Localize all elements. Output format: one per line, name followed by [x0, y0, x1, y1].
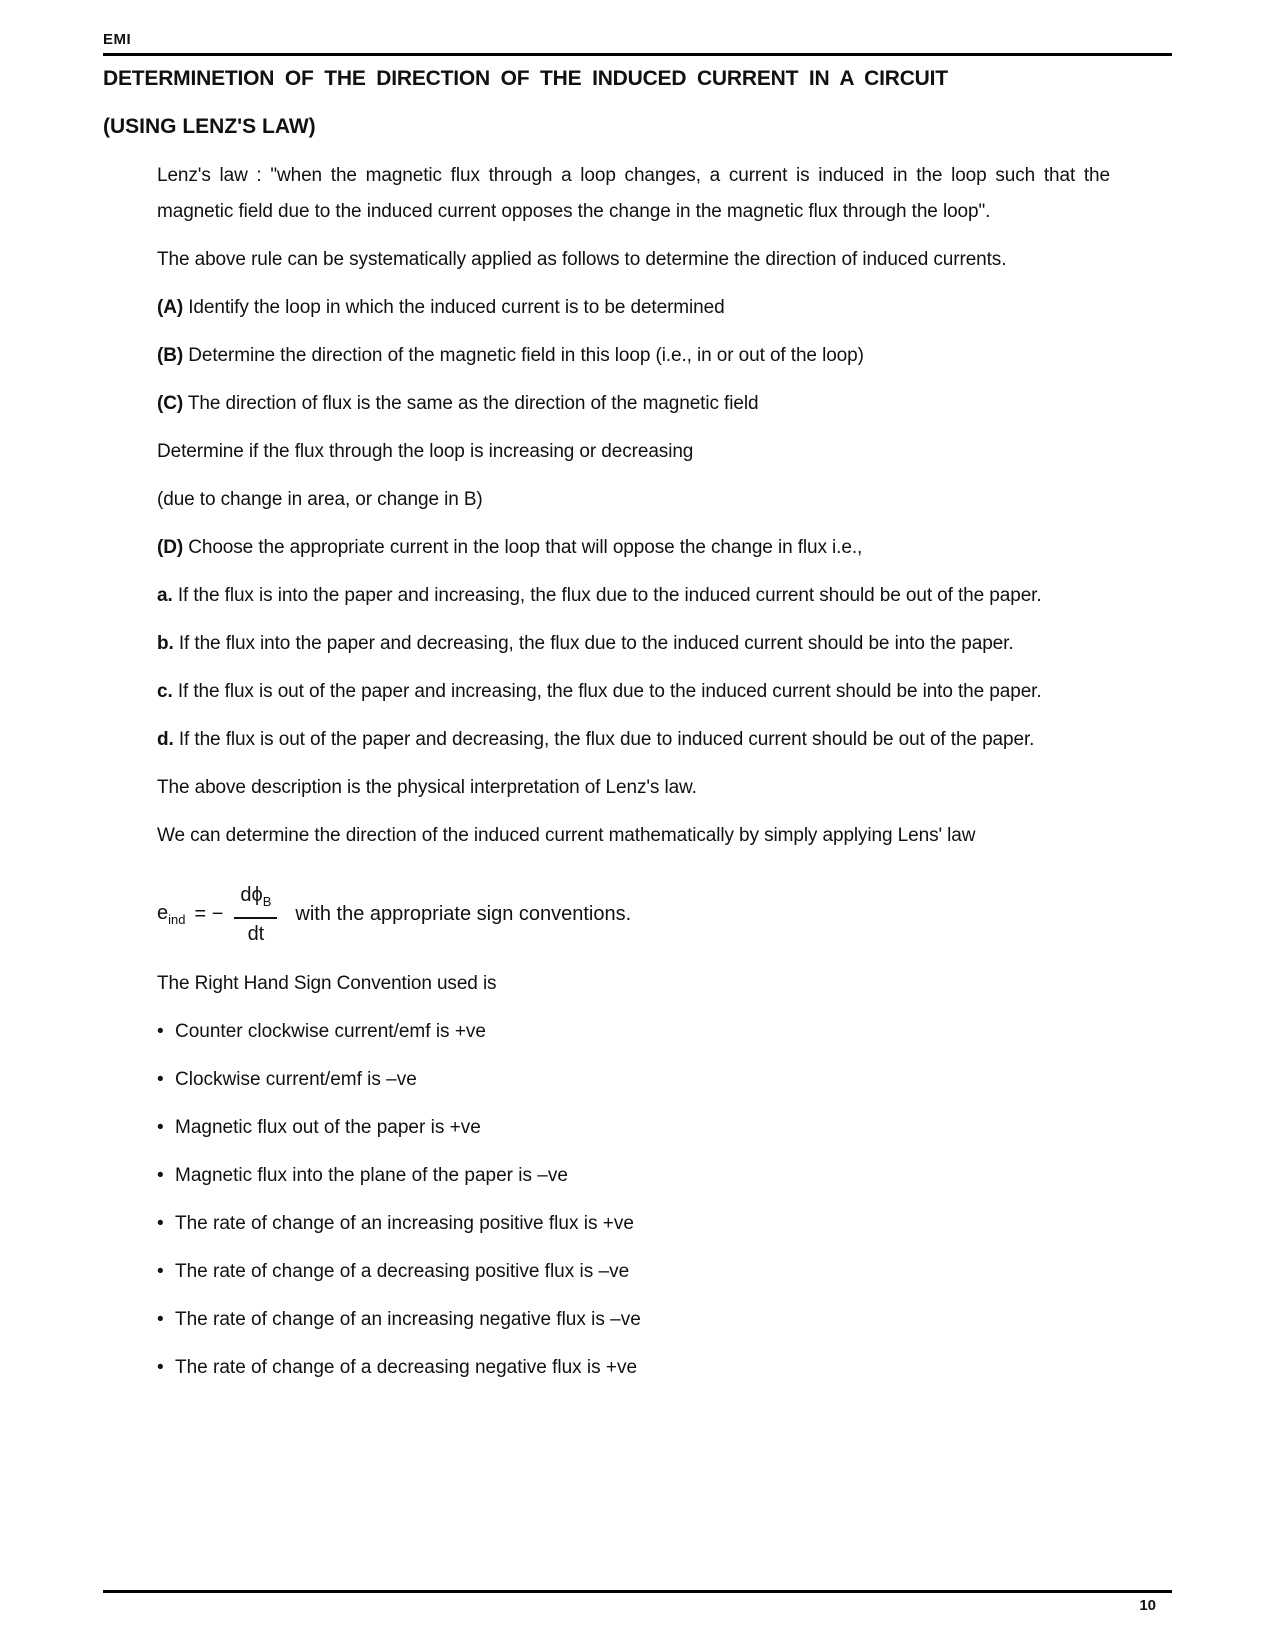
- paragraph-lenz-law-quote: Lenz's law : "when the magnetic flux through a loop changes, a current is induced in the loop such that the magnetic field due to the induced current opposes the change in the magnetic flux through the loop".: [157, 165, 1110, 222]
- formula-fraction: [234, 883, 277, 946]
- case-d: d. If the flux is out of the paper and decreasing, the flux due to induced current should be out of the paper.: [157, 729, 1035, 750]
- formula-relation: = −: [194, 902, 224, 925]
- bullet-icon: •: [157, 1309, 164, 1330]
- formula-denominator: dt: [234, 917, 277, 946]
- bullet-counter-clockwise: • Counter clockwise current/emf is +ve: [157, 1014, 1110, 1050]
- bullet-rate-increasing-negative: • The rate of change of an increasing negative flux is –ve: [157, 1302, 1110, 1338]
- paragraph-mathematical-determination: We can determine the direction of the induced current mathematically by simply applying Lens' law: [157, 825, 976, 846]
- paragraph-flux-increase-decrease: Determine if the flux through the loop is increasing or decreasing: [157, 441, 694, 462]
- page-title: DETERMINETION OF THE DIRECTION OF THE INDUCED CURRENT IN A CIRCUIT: [103, 67, 948, 90]
- chapter-label: EMI: [103, 31, 132, 48]
- bullet-flux-out: • Magnetic flux out of the paper is +ve: [157, 1110, 1110, 1146]
- bullet-icon: •: [157, 1261, 164, 1282]
- page-footer: [103, 1590, 1172, 1615]
- paragraph-physical-interpretation: The above description is the physical interpretation of Lenz's law.: [157, 777, 697, 798]
- formula-induced-emf: [157, 874, 1275, 954]
- bullet-icon: •: [157, 1021, 164, 1042]
- bullet-clockwise: • Clockwise current/emf is –ve: [157, 1062, 1110, 1098]
- bullet-icon: •: [157, 1357, 164, 1378]
- step-a: (A) Identify the loop in which the induced current is to be determined: [157, 297, 725, 318]
- bullet-flux-into: • Magnetic flux into the plane of the paper is –ve: [157, 1158, 1110, 1194]
- step-d: (D) Choose the appropriate current in the loop that will oppose the change in flux i.e.,: [157, 537, 863, 558]
- bullet-icon: •: [157, 1213, 164, 1234]
- page-header: [103, 0, 1172, 56]
- step-b: (B) Determine the direction of the magnetic field in this loop (i.e., in or out of the loop): [157, 345, 864, 366]
- bullet-icon: •: [157, 1165, 164, 1186]
- paragraph-due-to-change: (due to change in area, or change in B): [157, 489, 483, 510]
- formula-suffix-text: with the appropriate sign conventions.: [295, 902, 632, 925]
- page-number: 10: [1139, 1597, 1156, 1614]
- formula-numerator: $d\phi_B$: [240, 883, 272, 909]
- bullet-icon: •: [157, 1117, 164, 1138]
- formula-lhs: $e_{ind}$: [157, 901, 186, 927]
- case-b: b. If the flux into the paper and decreasing, the flux due to the induced current should be into the paper.: [157, 633, 1014, 654]
- bullet-rate-decreasing-negative: • The rate of change of a decreasing negative flux is +ve: [157, 1350, 1110, 1386]
- case-c: c. If the flux is out of the paper and increasing, the flux due to the induced current should be into the paper.: [157, 681, 1042, 702]
- step-c: (C) The direction of flux is the same as the direction of the magnetic field: [157, 393, 759, 414]
- bullet-rate-increasing-positive: • The rate of change of an increasing positive flux is +ve: [157, 1206, 1110, 1242]
- bullet-rate-decreasing-positive: • The rate of change of a decreasing positive flux is –ve: [157, 1254, 1110, 1290]
- page-subtitle: (USING LENZ'S LAW): [103, 115, 316, 138]
- paragraph-sign-convention-intro: The Right Hand Sign Convention used is: [157, 973, 497, 994]
- bullet-icon: •: [157, 1069, 164, 1090]
- case-a: a. If the flux is into the paper and increasing, the flux due to the induced current should be out of the paper.: [157, 585, 1042, 606]
- paragraph-rule-intro: The above rule can be systematically applied as follows to determine the direction of induced currents.: [157, 249, 1007, 270]
